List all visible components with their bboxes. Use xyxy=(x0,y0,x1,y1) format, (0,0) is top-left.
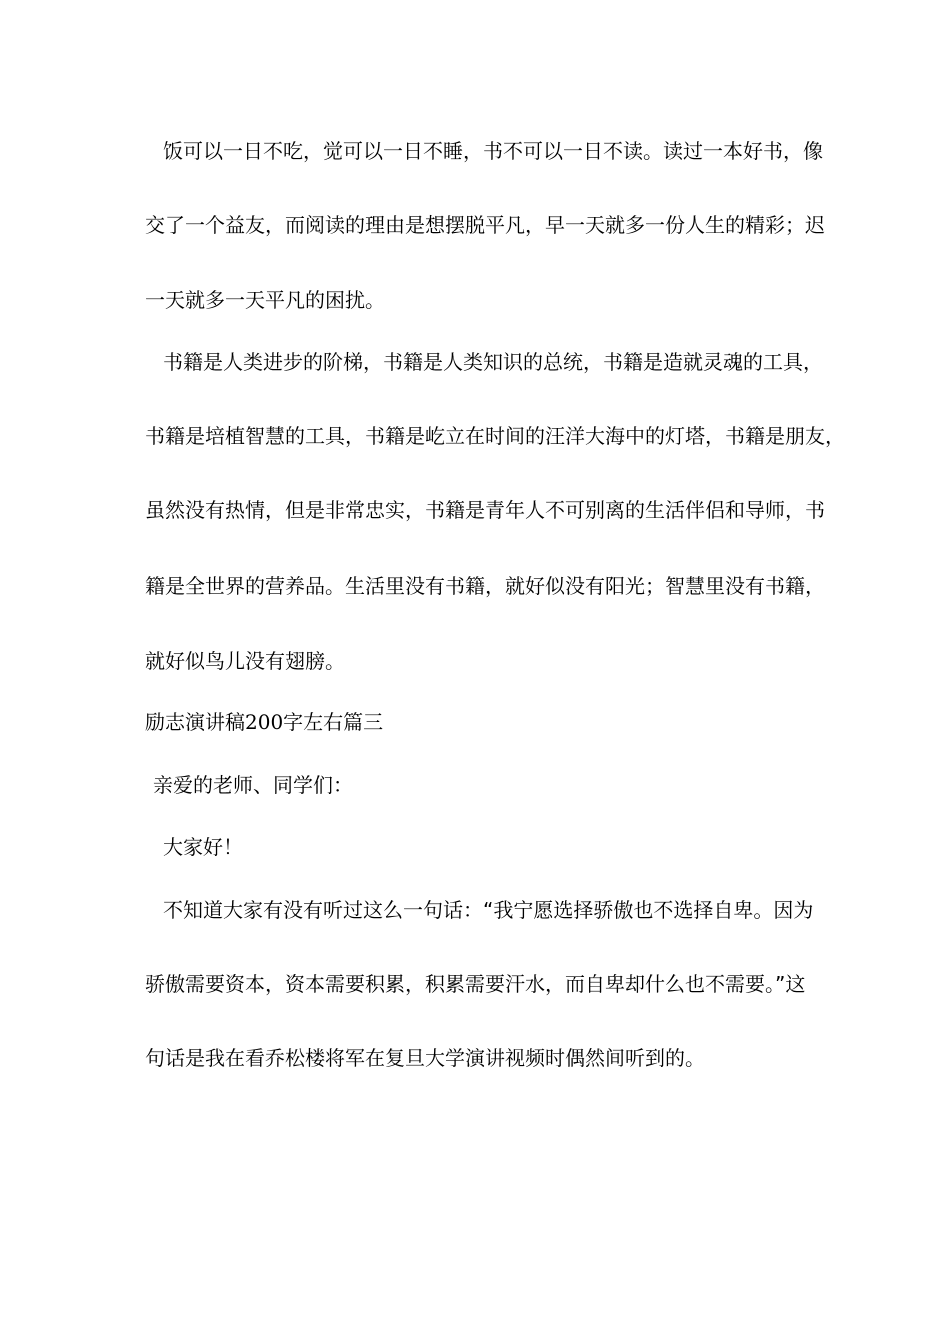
greeting: 大家好！ xyxy=(163,835,243,859)
paragraph-line: 不知道大家有没有听过这么一句话：“我宁愿选择骄傲也不选择自卑。因为 xyxy=(163,898,814,922)
paragraph-line: 一天就多一天平凡的困扰。 xyxy=(145,288,385,312)
paragraph-line: 虽然没有热情，但是非常忠实，书籍是青年人不可别离的生活伴侣和导师，书 xyxy=(145,498,825,522)
paragraph-line: 籍是全世界的营养品。生活里没有书籍，就好似没有阳光；智慧里没有书籍， xyxy=(145,574,825,598)
paragraph-line: 交了一个益友，而阅读的理由是想摆脱平凡，早一天就多一份人生的精彩；迟 xyxy=(145,213,825,237)
salutation: 亲爱的老师、同学们： xyxy=(153,773,353,797)
paragraph-line: 就好似鸟儿没有翅膀。 xyxy=(145,649,345,673)
paragraph-line: 骄傲需要资本，资本需要积累，积累需要汗水，而自卑却什么也不需要。”这 xyxy=(145,972,806,996)
paragraph-line: 书籍是培植智慧的工具，书籍是屹立在时间的汪洋大海中的灯塔，书籍是朋友， xyxy=(145,424,845,448)
section-heading: 励志演讲稿200字左右篇三 xyxy=(145,710,384,734)
paragraph-line: 句话是我在看乔松楼将军在复旦大学演讲视频时偶然间听到的。 xyxy=(145,1046,705,1070)
paragraph-line: 饭可以一日不吃，觉可以一日不睡，书不可以一日不读。读过一本好书，像 xyxy=(163,139,823,163)
paragraph-line: 书籍是人类进步的阶梯，书籍是人类知识的总统，书籍是造就灵魂的工具， xyxy=(163,350,823,374)
